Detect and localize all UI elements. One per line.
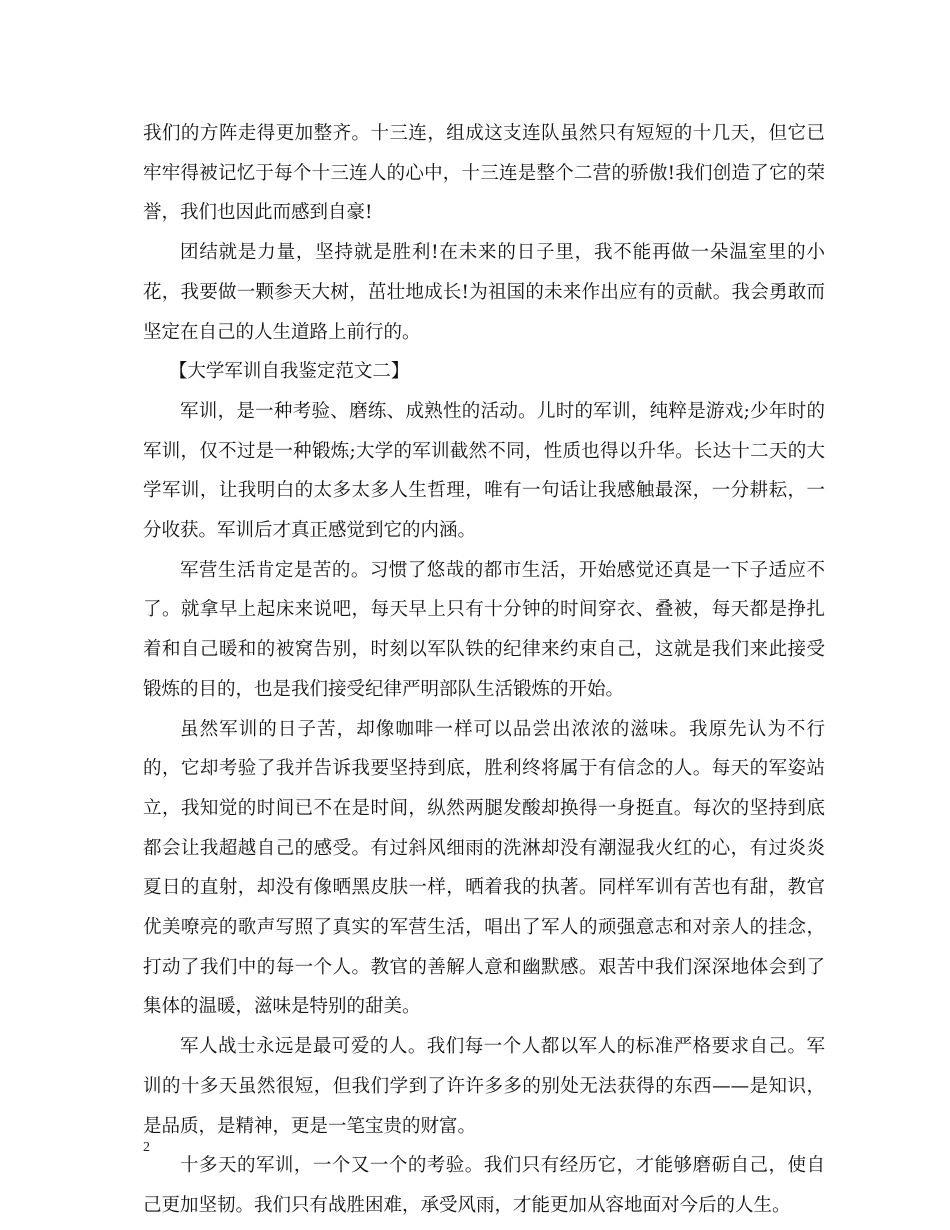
paragraph: 军人战士永远是最可爱的人。我们每一个人都以军人的标准严格要求自己。军训的十多天虽然很短，但我们学到了许许多多的别处无法获得的东西——是知识，是品质，是精神，更是一笔宝贵的财富。 [143,1036,825,1137]
paragraph: 军训，是一种考验、磨练、成熟性的活动。儿时的军训，纯粹是游戏;少年时的军训，仅不过是一种锻炼;大学的军训截然不同，性质也得以升华。长达十二天的大学军训，让我明白的太多太多人生哲理，唯有一句话让我感触最深，一分耕耘，一分收获。军训后才真正感觉到它的内涵。 [143,400,825,542]
section-heading: 【大学军训自我鉴定范文二】 [168,361,410,383]
paragraph-continuation: 我们的方阵走得更加整齐。十三连，组成这支连队虽然只有短短的十几天，但它已牢牢得被记忆于每个十三连人的心中，十三连是整个二营的骄傲!我们创造了它的荣誉，我们也因此而感到自豪! [143,123,825,224]
paragraph: 虽然军训的日子苦，却像咖啡一样可以品尝出浓浓的滋味。我原先认为不行的，它却考验了我并告诉我要坚持到底，胜利终将属于有信念的人。每天的军姿站立，我知觉的时间已不在是时间，纵然两腿发酸却换得一身挺直。每次的坚持到底都会让我超越自己的感受。有过斜风细雨的洗淋却没有潮湿我火红的心，有过炎炎夏日的直射，却没有像晒黑皮肤一样，晒着我的执著。同样军训有苦也有甜，教官优美嘹亮的歌声写照了真实的军营生活，唱出了军人的顽强意志和对亲人的挂念，打动了我们中的每一个人。教官的善解人意和幽默感。艰苦中我们深深地体会到了集体的温暖，滋味是特别的甜美。 [143,718,825,1018]
document-body [143,114,825,1226]
paragraph: 团结就是力量，坚持就是胜利!在未来的日子里，我不能再做一朵温室里的小花，我要做一颗参天大树，茁壮地成长!为祖国的未来作出应有的贡献。我会勇敢而坚定在自己的人生道路上前行的。 [143,242,825,343]
paragraph: 军营生活肯定是苦的。习惯了悠哉的都市生活，开始感觉还真是一下子适应不了。就拿早上起床来说吧，每天早上只有十分钟的时间穿衣、叠被，每天都是挣扎着和自己暖和的被窝告别，时刻以军队铁的纪律来约束自己，这就是我们来此接受锻炼的目的，也是我们接受纪律严明部队生活锻炼的开始。 [143,559,825,700]
page-number: 2 [143,1140,150,1155]
paragraph: 十多天的军训，一个又一个的考验。我们只有经历它，才能够磨砺自己，使自己更加坚韧。我们只有战胜困难，承受风雨，才能更加从容地面对今后的人生。 [143,1155,825,1216]
